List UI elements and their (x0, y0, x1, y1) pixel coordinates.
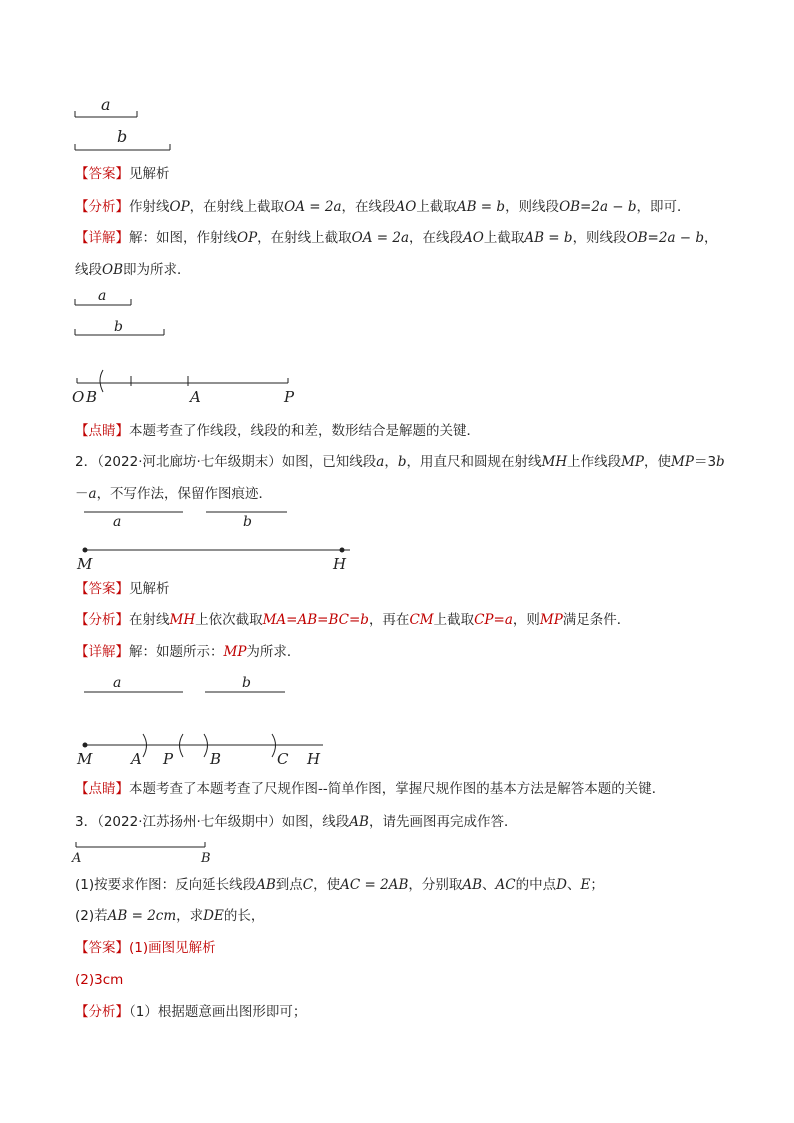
text-span: b (242, 675, 251, 691)
q2-sol-H: H (307, 750, 321, 768)
q1-point-O: O (72, 388, 85, 406)
text-span: a (113, 675, 122, 691)
text-span: AB = 2cm (107, 908, 177, 924)
q2-sol-P: P (163, 750, 174, 768)
text-span: 在射线 (129, 612, 170, 628)
text-span: (1)画图见解析 (129, 940, 216, 956)
text-span: OB=2a − b (559, 199, 637, 215)
text-span: CP=a (474, 612, 513, 628)
text-span: ，用直尺和圆规在射线 (406, 454, 542, 470)
text-span: DE (203, 908, 224, 924)
text-span: 到点 (275, 877, 303, 893)
text-span: ，在线段 (341, 199, 396, 215)
text-span: AB = b (524, 230, 573, 246)
q1-label-b: b (117, 127, 128, 146)
text-span: AB (349, 814, 369, 830)
text-span: 、 (566, 877, 581, 893)
text-span: MP (621, 454, 645, 470)
text-span: b (114, 319, 123, 335)
text-span: 【详解】 (75, 230, 129, 246)
text-span: C (302, 877, 314, 893)
text-span: MA=AB=BC=b (262, 612, 369, 628)
text-span: ＝3 (693, 454, 717, 470)
text-span: － (75, 486, 89, 502)
q1-answer: 见解析 (129, 166, 170, 182)
text-span: 本题考查了本题考查了尺规作图--简单作图，掌握尺规作图的基本方法是解答本题的关键． (129, 781, 666, 797)
text-span: a (376, 454, 385, 470)
text-span: MP (671, 454, 694, 470)
text-span: 【分析】 (75, 1004, 129, 1020)
text-span: ，即可． (636, 199, 691, 215)
text-span: OA = 2a (351, 230, 410, 246)
text-span: OP (237, 230, 258, 246)
text-span: ，再在 (368, 612, 410, 628)
text-span: OB (102, 262, 123, 278)
text-span: 【点睛】 (75, 781, 129, 797)
text-span: AO (395, 199, 417, 215)
text-span: ，不写作法，保留作图痕迹． (96, 486, 273, 502)
text-span: ，求 (176, 908, 204, 924)
q1-point-A: A (190, 388, 201, 406)
text-span: 【分析】 (75, 612, 129, 628)
text-span: AB (256, 877, 276, 893)
text-span: CM (409, 612, 434, 628)
q1-label-a: a (101, 95, 111, 114)
text-span: ，在线段 (409, 230, 464, 246)
q3-point-B: B (201, 851, 211, 866)
text-span: OA = 2a (284, 199, 342, 215)
q1-point-P: P (284, 388, 295, 406)
text-span: ，在射线上截取 (257, 230, 352, 246)
text-span: 的长， (223, 908, 265, 924)
text-span: 即为所求． (123, 262, 191, 278)
text-span: ，则 (512, 612, 540, 628)
text-span: AO (463, 230, 484, 246)
text-span: AB (462, 877, 483, 893)
text-span: MH (169, 612, 196, 628)
text-span: MH (541, 454, 568, 470)
text-span: 为所求． (246, 644, 301, 660)
text-span: 【点睛】 (75, 423, 129, 439)
text-span: 、 (482, 877, 496, 893)
text-span: OB=2a − b (626, 230, 705, 246)
text-span: AC (495, 877, 516, 893)
text-span: (1)按要求作图：反向延长线段 (75, 877, 257, 893)
text-span: 上截取 (483, 230, 525, 246)
q2-sol-A: A (131, 750, 142, 768)
text-span: a (88, 486, 97, 502)
text-span: b (716, 454, 725, 470)
text-span: b (243, 514, 252, 530)
text-span: 【答案】 (75, 581, 129, 597)
text-span: (2)若 (75, 908, 108, 924)
text-span: (2)3cm (75, 972, 124, 988)
text-span: 线段 (75, 262, 102, 278)
q2-point-M: M (77, 555, 93, 573)
text-span: ，使 (644, 454, 672, 470)
text-span: ，则线段 (572, 230, 627, 246)
text-span: MP (223, 644, 247, 660)
q3-answer-line-2 (75, 971, 123, 989)
q2-sol-B: B (210, 750, 222, 768)
text-span: ，则线段 (505, 199, 560, 215)
text-span: 满足条件． (562, 612, 631, 628)
text-span: E (580, 877, 591, 893)
text-span: ， (384, 454, 398, 470)
q3-sub2-line (75, 907, 264, 925)
text-span: 作射线 (129, 199, 170, 215)
text-span: b (397, 454, 407, 470)
text-span: ，使 (313, 877, 341, 893)
text-span: a (98, 288, 107, 304)
q2-sol-C: C (277, 750, 289, 768)
text-span: ， (704, 230, 718, 246)
text-span: ； (590, 877, 604, 893)
text-span: ，在射线上截取 (189, 199, 285, 215)
q2-point-H: H (333, 555, 347, 573)
text-span: 上作线段 (567, 454, 622, 470)
text-span: a (113, 514, 122, 530)
q3-sub1-line (75, 876, 604, 894)
q3-analysis-line (75, 1003, 306, 1021)
text-span: 2．（2022·河北廊坊·七年级期末）如图，已知线段 (75, 454, 377, 470)
text-span: 解：如图，作射线 (129, 230, 237, 246)
text-span: MP (539, 612, 563, 628)
text-span: AC = 2AB (340, 877, 409, 893)
text-span: 上依次截取 (195, 612, 263, 628)
text-span: 【详解】 (75, 644, 129, 660)
text-span: 见解析 (129, 581, 170, 597)
text-span: 【答案】 (75, 940, 129, 956)
text-span: 本题考查了作线段，线段的和差，数形结合是解题的关键． (129, 423, 480, 439)
q2-sol-M: M (77, 750, 93, 768)
text-span: ，分别取 (408, 877, 463, 893)
q3-answer-line-1 (75, 939, 216, 957)
text-span: ，请先画图再完成作答． (368, 814, 518, 830)
q1-point-B: B (86, 388, 98, 406)
q3-point-A: A (72, 851, 82, 866)
text-span: 上截取 (433, 612, 475, 628)
answer-label: 【答案】 (75, 166, 129, 182)
text-span: （1）根据题意画出图形即可； (129, 1004, 307, 1020)
text-span: 解：如题所示： (129, 644, 224, 660)
text-span: OP (169, 199, 190, 215)
text-span: 3．（2022·江苏扬州·七年级期中）如图，线段 (75, 814, 350, 830)
text-span: D (556, 877, 567, 893)
text-span: 上截取 (416, 199, 457, 215)
text-span: 【分析】 (75, 199, 129, 215)
text-span: 的中点 (515, 877, 557, 893)
text-span: AB = b (456, 199, 506, 215)
